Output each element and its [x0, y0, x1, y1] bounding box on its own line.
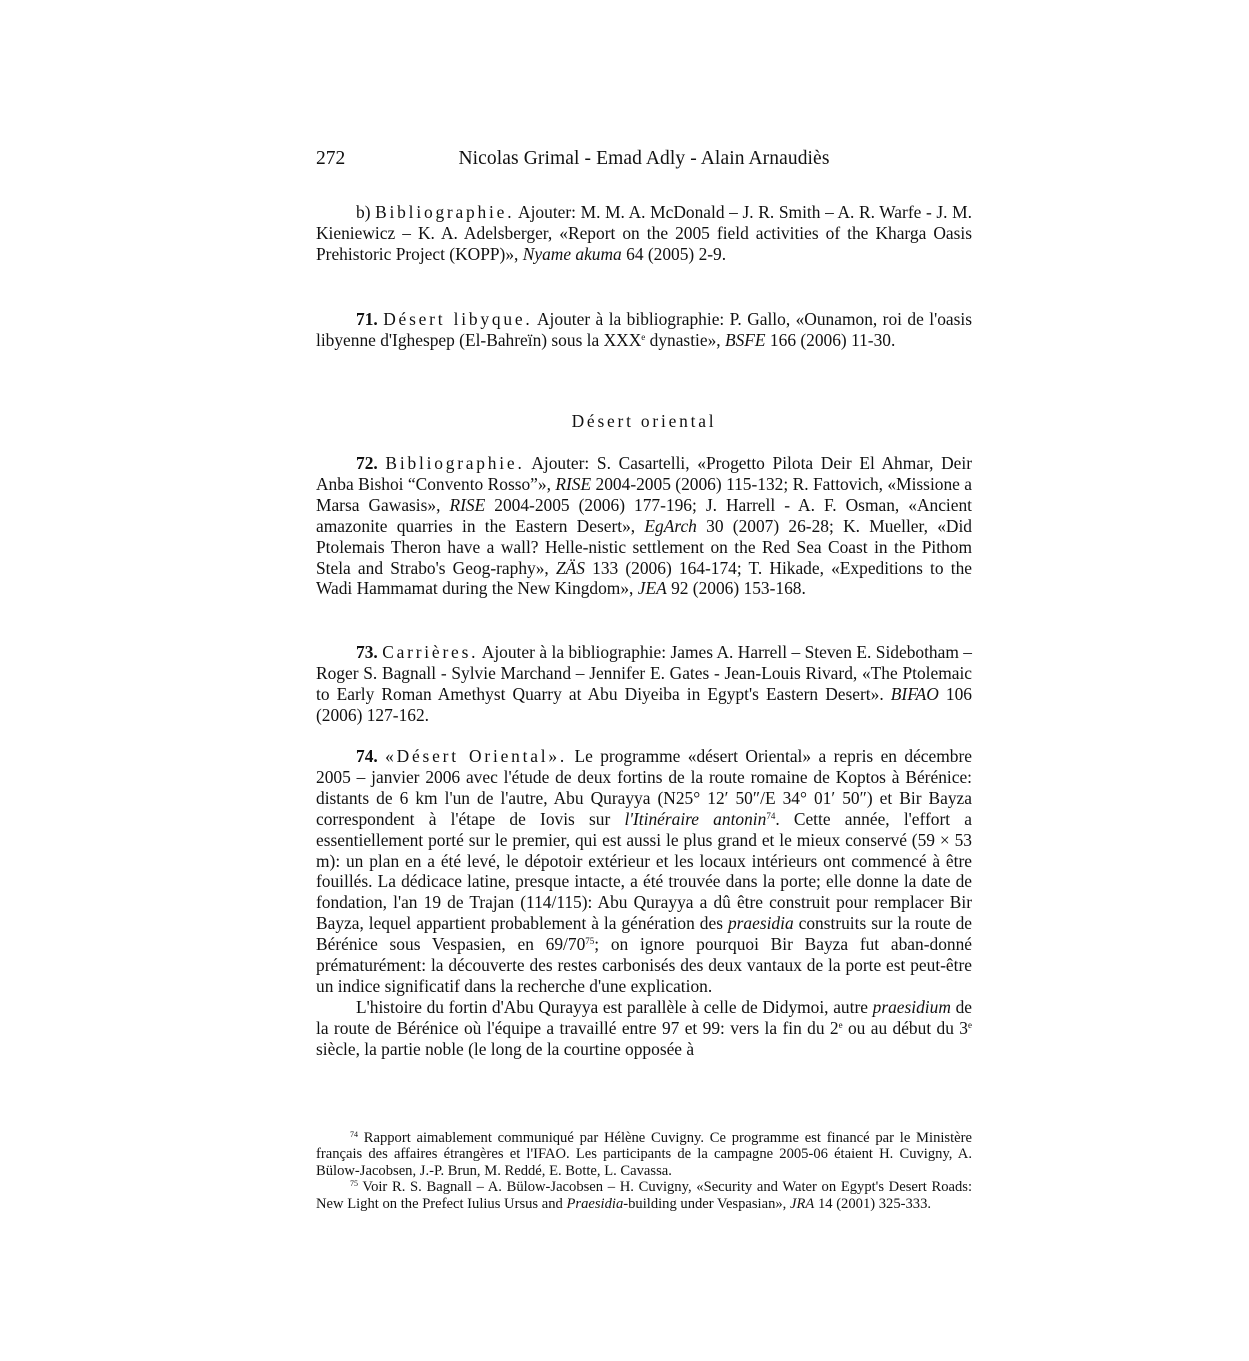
item-heading: Bibliographie. — [375, 202, 515, 222]
item-number: 73. — [356, 642, 378, 662]
paragraph-73: 73. Carrières. Ajouter à la bibliographie: James A. Harrell – Steven E. Sidebotham – Roger S. Bagnall - Sylvie Marchand – Jennifer E. Gates - Jean-Louis Rivard, «The Ptolemaic to Early Roman Amethyst Quarry at Abu Diyeiba in Egypt's Eastern Desert». BIFAO 106 (2006) 127-162. — [316, 642, 972, 725]
item-number: 72. — [356, 453, 378, 473]
item-label: b) — [356, 202, 371, 222]
item-heading: «Désert Oriental». — [385, 746, 568, 766]
footnote-ref[interactable]: 75 — [585, 936, 595, 947]
section-title: Désert oriental — [571, 411, 717, 431]
item-heading: Désert libyque. — [383, 309, 533, 329]
item-number: 71. — [356, 309, 378, 329]
paragraph-74: 74. «Désert Oriental». Le programme «désert Oriental» a repris en décembre 2005 – janvier 2006 avec l'étude de deux fortins de la route romaine de Koptos à Bérénice: distants de 6 km l'un de l'autre, Abu Qurayya (N25° 12′ 50″/E 34° 01′ 50″) et Bir Bayza correspondent à l'étape de Iovis sur l'Itinéraire antonin$^{74}$. Cette année, l'effort a essentiellement porté sur le premier, qui est aussi le plus grand et le mieux conservé (59 × 53 m): un plan en a été levé, le dépotoir extérieur et les locaux intérieurs ont commencé à être fouillés. La dédicace latine, presque intacte, a été trouvée dans la porte; elle donne la date de fondation, l'an 19 de Trajan (114/115): Abu Qurayya a dû être construit pour remplacer Bir Bayza, lequel appartient probablement à la génération des praesidia construits sur la route de Bérénice sous Vespasien, en $69/70^{75}$; on ignore pourquoi Bir Bayza fut aban-donné prématurément: la découverte des restes carbonisés des deux vantaux de la porte est peut-être un indice significatif dans la recherche d'une explication. L'histoire du fortin d'Abu Qurayya est parallèle à celle de Didymoi, autre praesidium de la route de Bérénice où l'équipe a travaillé entre 97 et 99: vers la fin du 2e ou au début du 3e siècle, la partie noble (le long de la courtine opposée à — [316, 746, 973, 1059]
journal-title: BSFE — [724, 329, 766, 350]
running-title: Nicolas Grimal - Emad Adly - Alain Arnaudiès — [458, 148, 830, 169]
item-heading: Bibliographie. — [385, 453, 525, 473]
paragraph-b-bibliographie: b) Bibliographie. Ajouter: M. M. A. McDonald – J. R. Smith – A. R. Warfe - J. M. Kieniewicz – K. A. Adelsberger, «Report on the 2005 field activities of the Kharga Oasis Prehistoric Project (KOPP)», Nyame akuma 64 (2005) 2-9. — [316, 202, 972, 264]
page-number: 272 — [316, 148, 346, 169]
item-heading: Carrières. — [382, 642, 479, 662]
journal-title: Nyame akuma — [522, 243, 622, 264]
footnote-ref[interactable]: 74 — [766, 810, 776, 821]
footnote-75: $^{75}$ Voir R. S. Bagnall – A. Bülow-Jacobsen – H. Cuvigny, «Security and Water on Egypt's Desert Roads: New Light on the Prefect Iulius Ursus and Praesidia-building under Vespasian», JRA 14 (2001) 325-333. — [316, 1179, 972, 1212]
footnotes — [316, 1130, 972, 1212]
item-number: 74. — [356, 746, 378, 766]
paragraph-72: 72. Bibliographie. Ajouter: S. Casartelli, «Progetto Pilota Deir El Ahmar, Deir Anba Bishoi “Convento Rosso”», RISE 2004-2005 (2006) 115-132; R. Fattovich, «Missione a Marsa Gawasis», RISE 2004-2005 (2006) 177-196; J. Harrell - A. F. Osman, «Ancient amazonite quarries in the Eastern Desert», EgArch 30 (2007) 26-28; K. Mueller, «Did Ptolemais Theron have a wall? Helle-nistic settlement on the Red Sea Coast in the Pithom Stela and Strabo's Geog-raphy», ZÄS 133 (2006) 164-174; T. Hikade, «Expeditions to the Wadi Hammamat during the New Kingdom», JEA 92 (2006) 153-168. — [316, 453, 973, 599]
paragraph-71: 71. Désert libyque. Ajouter à la bibliographie: P. Gallo, «Ounamon, roi de l'oasis libyenne d'Ighespep (El-Bahreïn) sous la XXXe dynastie», BSFE 166 (2006) 11-30. — [316, 309, 973, 350]
running-header — [316, 146, 972, 174]
footnote-74: $^{74}$ Rapport aimablement communiqué par Hélène Cuvigny. Ce programme est financé par le Ministère français des affaires étrangères et l'IFAO. Les participants de la campagne 2005-06 étaient H. Cuvigny, A. Bülow-Jacobsen, J.-P. Brun, M. Reddé, E. Botte, L. Cavassa. — [316, 1130, 972, 1179]
